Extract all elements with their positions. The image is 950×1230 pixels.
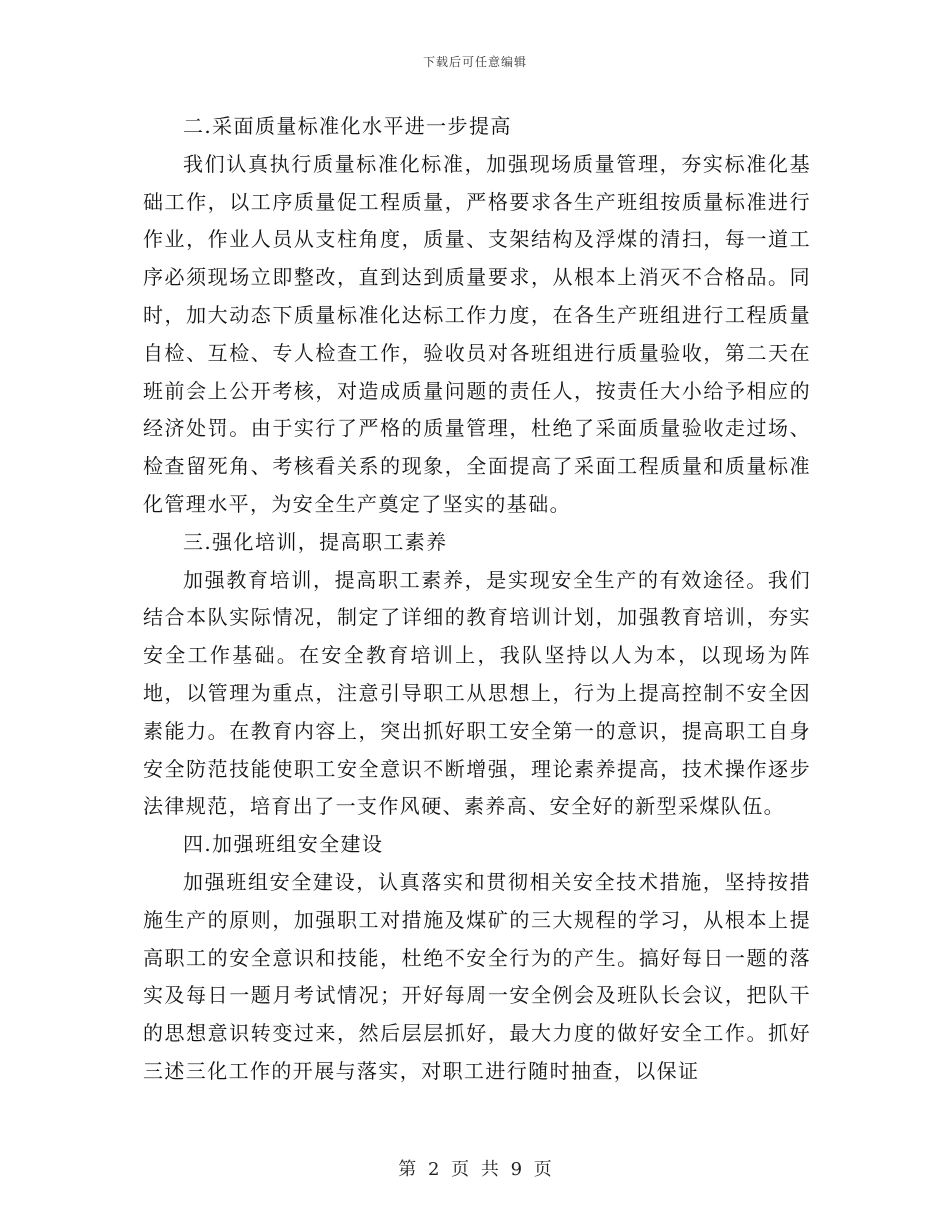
page-number-footer: 第 2 页 共 9 页 [398, 1159, 552, 1180]
section-heading: 三.强化培训，提高职工素养 [183, 529, 448, 554]
document-body [143, 108, 811, 1091]
body-paragraph: 加强班组安全建设，认真落实和贯彻相关安全技术措施，坚持按措施生产的原则，加强职工对措施及煤矿的三大规程的学习，从根本上提高职工的安全意识和技能，杜绝不安全行为的产生。搞好每日一题的落实及每日一题月考试情况；开好每周一安全例会及班队长会议，把队干的思想意识转变过来，然后层层抓好，最大力度的做好安全工作。抓好三述三化工作的开展与落实，对职工进行随时抽查，以保证 [143, 869, 811, 1083]
body-paragraph: 我们认真执行质量标准化标准，加强现场质量管理，夯实标准化基础工作，以工序质量促工程质量，严格要求各生产班组按质量标准进行作业，作业人员从支柱角度，质量、支架结构及浮煤的清扫，每一道工序必须现场立即整改，直到达到质量要求，从根本上消灭不合格品。同时，加大动态下质量标准化达标工作力度，在各生产班组进行工程质量自检、互检、专人检查工作，验收员对各班组进行质量验收，第二天在班前会上公开考核，对造成质量问题的责任人，按责任大小给予相应的经济处罚。由于实行了严格的质量管理，杜绝了采面质量验收走过场、检查留死角、考核看关系的现象，全面提高了采面工程质量和质量标准化管理水平，为安全生产奠定了坚实的基础。 [143, 151, 811, 516]
section-heading: 四.加强班组安全建设 [183, 832, 384, 857]
page-header: 下载后可任意编辑 [422, 55, 527, 69]
section-heading: 二.采面质量标准化水平进一步提高 [183, 114, 512, 138]
body-paragraph: 加强教育培训，提高职工素养，是实现安全生产的有效途径。我们结合本队实际情况，制定了详细的教育培训计划，加强教育培训，夯实安全工作基础。在安全教育培训上，我队坚持以人为本，以现场为阵地，以管理为重点，注意引导职工从思想上，行为上提高控制不安全因素能力。在教育内容上，突出抓好职工安全第一的意识，提高职工自身安全防范技能使职工安全意识不断增强，理论素养提高，技术操作逐步法律规范，培育出了一支作风硬、素养高、安全好的新型采煤队伍。 [143, 567, 811, 819]
